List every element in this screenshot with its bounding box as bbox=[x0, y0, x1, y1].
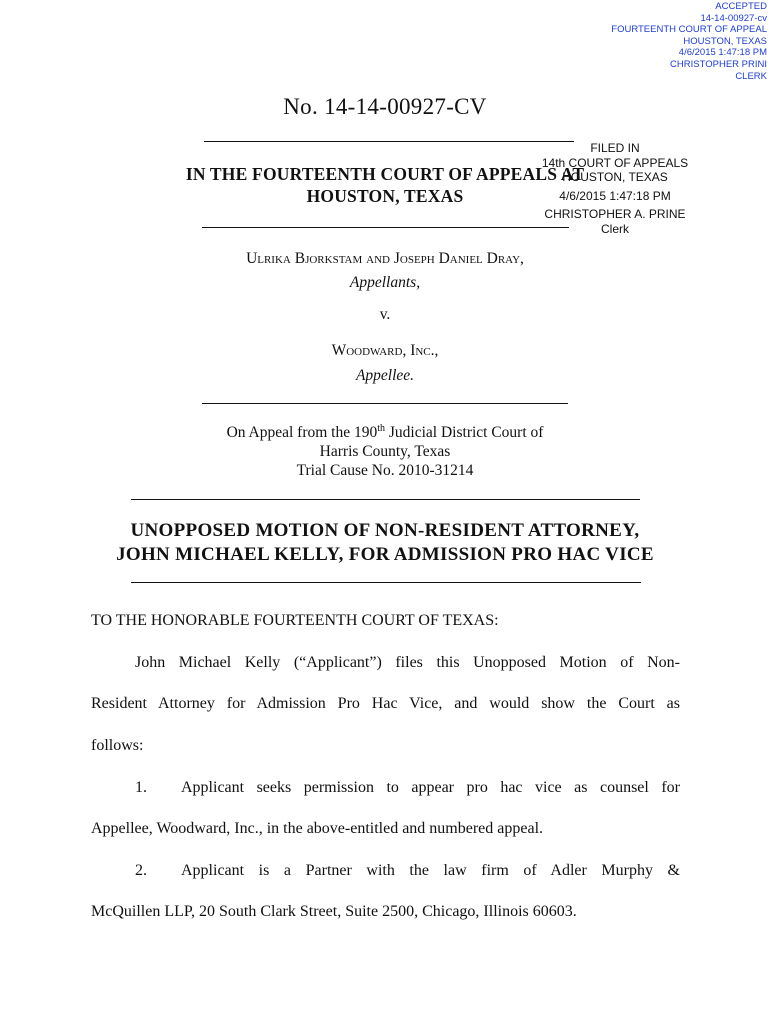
intro-line: follows: bbox=[91, 737, 144, 754]
item-continuation: McQuillen LLP, 20 South Clark Street, Suite 2500, Chicago, Illinois 60603. bbox=[91, 903, 577, 920]
filed-line: FILED IN bbox=[590, 141, 640, 155]
divider bbox=[131, 582, 641, 583]
motion-title-line1: UNOPPOSED MOTION OF NON-RESIDENT ATTORNEY, bbox=[130, 520, 640, 541]
filed-line: 4/6/2015 1:47:18 PM bbox=[559, 188, 671, 203]
item-text: Applicant seeks permission to appear pro hac vice as counsel for bbox=[181, 779, 680, 796]
appellee-name: Woodward, Inc., bbox=[331, 342, 439, 359]
intro-line: John Michael Kelly (“Applicant”) files this Unopposed Motion of Non- bbox=[135, 654, 680, 671]
appeal-court-post: Judicial District Court of bbox=[385, 424, 544, 441]
acceptance-stamp bbox=[611, 1, 767, 82]
stamp-line: 14-14-00927-cv bbox=[700, 12, 767, 24]
stamp-line: CHRISTOPHER PRINI bbox=[670, 58, 767, 70]
divider bbox=[131, 499, 640, 500]
appellants-name: Ulrika Bjorkstam and Joseph Daniel Dray, bbox=[246, 250, 524, 267]
item-number: 1. bbox=[135, 779, 147, 796]
stamp-line: HOUSTON, TEXAS bbox=[683, 35, 767, 47]
salutation: TO THE HONORABLE FOURTEENTH COURT OF TEXAS: bbox=[91, 612, 499, 629]
stamp-line: CLERK bbox=[735, 70, 767, 82]
item-text: Applicant is a Partner with the law firm of Adler Murphy & bbox=[181, 862, 680, 879]
appeal-court-pre: On Appeal from the 190 bbox=[226, 424, 378, 441]
filed-line: Clerk bbox=[600, 221, 629, 236]
filed-line: 14th COURT OF APPEALS bbox=[541, 155, 689, 170]
divider bbox=[202, 403, 568, 404]
docket-number: No. 14-14-00927-CV bbox=[283, 94, 487, 119]
motion-title-line2: JOHN MICHAEL KELLY, FOR ADMISSION PRO HAC VICE bbox=[116, 544, 654, 565]
ordinal-suffix: th bbox=[377, 422, 386, 434]
numbered-item-2 bbox=[135, 862, 680, 880]
appeal-court-line bbox=[0, 424, 770, 442]
numbered-item-1 bbox=[135, 779, 680, 797]
item-continuation: Appellee, Woodward, Inc., in the above-entitled and numbered appeal. bbox=[91, 820, 544, 837]
appeal-county: Harris County, Texas bbox=[319, 443, 451, 460]
filed-line: HOUSTON, TEXAS bbox=[562, 170, 668, 185]
trial-cause-number: Trial Cause No. 2010-31214 bbox=[296, 462, 474, 479]
divider bbox=[204, 141, 574, 142]
appellants-role: Appellants, bbox=[349, 274, 421, 291]
court-heading-line2: HOUSTON, TEXAS bbox=[306, 186, 464, 206]
filed-line: CHRISTOPHER A. PRINE bbox=[544, 207, 686, 222]
stamp-line: FOURTEENTH COURT OF APPEAL bbox=[611, 24, 767, 36]
stamp-line: ACCEPTED bbox=[715, 1, 767, 12]
intro-line: Resident Attorney for Admission Pro Hac Vice, and would show the Court as bbox=[91, 695, 680, 712]
item-number: 2. bbox=[135, 862, 147, 879]
divider bbox=[202, 227, 569, 228]
court-heading-line1: IN THE FOURTEENTH COURT OF APPEALS AT bbox=[185, 164, 585, 184]
versus: v. bbox=[379, 306, 391, 323]
stamp-line: 4/6/2015 1:47:18 PM bbox=[678, 47, 767, 59]
appellee-role: Appellee. bbox=[355, 367, 415, 384]
